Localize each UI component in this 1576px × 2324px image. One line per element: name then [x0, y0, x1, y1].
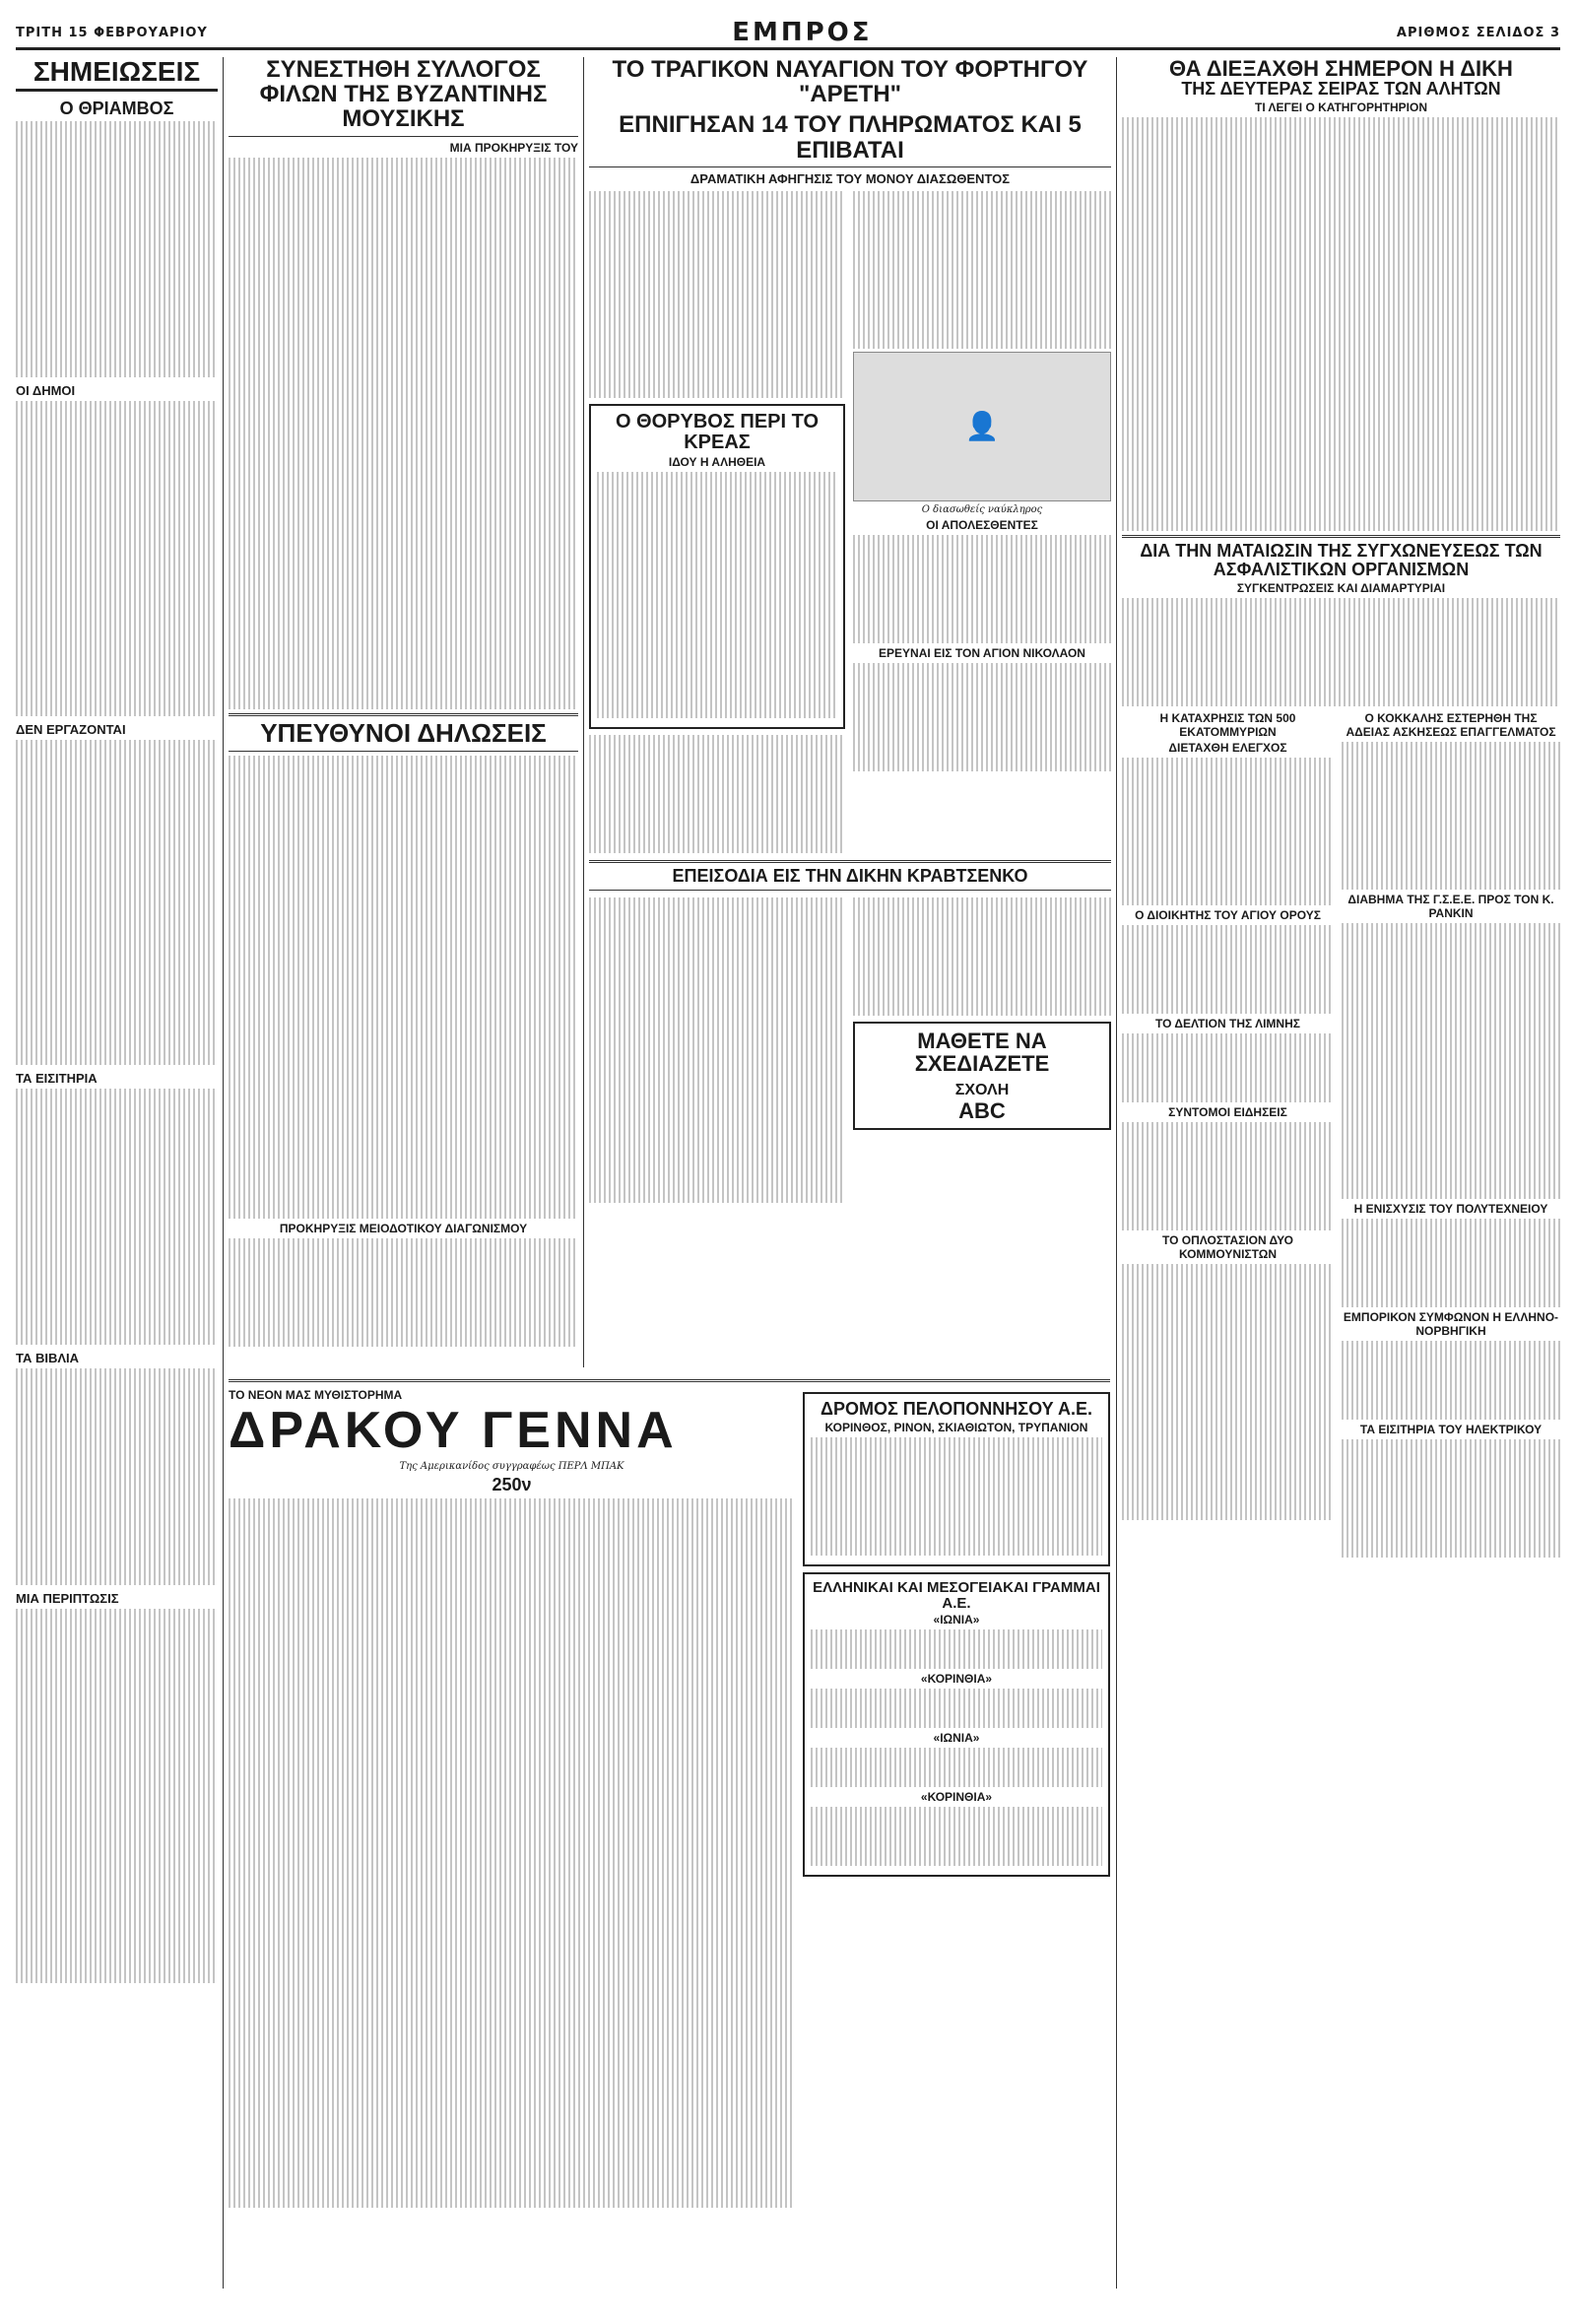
athos-title: Ο ΔΙΟΙΚΗΤΗΣ ΤΟΥ ΑΓΙΟΥ ΟΡΟΥΣ	[1135, 907, 1321, 922]
notes-item-title: ΜΙΑ ΠΕΡΙΠΤΩΣΙΣ	[16, 1591, 119, 1607]
text-block	[1122, 1033, 1334, 1102]
text-block	[16, 401, 218, 716]
music-column	[229, 57, 578, 1367]
text-block	[1342, 742, 1560, 890]
merge-subtitle: ΣΥΓΚΕΝΤΡΩΣΕΙΣ ΚΑΙ ΔΙΑΜΑΡΤΥΡΙΑΙ	[1236, 580, 1446, 595]
text-block	[229, 1238, 578, 1347]
text-block	[853, 663, 1111, 771]
survivor-photo: 👤	[853, 352, 1111, 501]
news-title: ΣΥΝΤΟΜΟΙ ΕΙΔΗΣΕΙΣ	[1168, 1104, 1287, 1119]
kokkalis-title: Ο ΚΟΚΚΑΛΗΣ ΕΣΤΕΡΗΘΗ ΤΗΣ ΑΔΕΙΑΣ ΑΣΚΗΣΕΩΣ ΕΠΑΓΓΕΛΜΑΤΟΣ	[1346, 710, 1556, 739]
text-block	[1342, 1341, 1560, 1420]
text-block	[16, 740, 218, 1065]
search-title: ΕΡΕΥΝΑΙ ΕΙΣ ΤΟΝ ΑΓΙΟΝ ΝΙΚΟΛΑΟΝ	[879, 645, 1085, 660]
text-block	[853, 191, 1111, 349]
ship-name: «ΚΟΡΙΝΘΙΑ»	[920, 1790, 993, 1805]
shipwreck-subhead: ΔΡΑΜΑΤΙΚΗ ΑΦΗΓΗΣΙΣ ΤΟΥ ΜΟΝΟΥ ΔΙΑΣΩΘΕΝΤΟΣ	[690, 170, 1011, 186]
text-block	[1342, 1439, 1560, 1558]
school-ad	[853, 1022, 1111, 1130]
missing-title: ΟΙ ΑΠΟΛΕΣΘΕΝΤΕΣ	[926, 517, 1038, 532]
text-block	[1342, 923, 1560, 1199]
text-block	[1122, 1122, 1334, 1230]
school-label: ΣΧΟΛΗ	[954, 1081, 1010, 1098]
notes-item-title: Ο ΘΡΙΑΜΒΟΣ	[59, 99, 174, 119]
notes-section-title: ΣΗΜΕΙΩΣΕΙΣ	[16, 57, 218, 92]
text-block	[229, 158, 578, 709]
serial-episode: 250ν	[492, 1474, 532, 1494]
serial-label: ΤΟ ΝΕΟΝ ΜΑΣ ΜΥΘΙΣΤΟΡΗΜΑ	[229, 1388, 403, 1402]
rankin-title: ΔΙΑΒΗΜΑ ΤΗΣ Γ.Σ.Ε.Ε. ΠΡΟΣ ΤΟΝ Κ. ΡΑΝΚΙΝ	[1347, 892, 1554, 920]
column-divider	[1116, 57, 1117, 2289]
notes-column	[16, 57, 218, 2289]
lower-middle	[229, 1375, 1110, 2289]
ship-name: «ΙΩΝΙΑ»	[933, 1731, 980, 1746]
notes-item-title: ΟΙ ΔΗΜΟΙ	[16, 383, 76, 399]
race-ad-places: ΚΟΡΙΝΘΟΣ, ΡΙΝΟΝ, ΣΚΙΑΘΙΩΤΟΝ, ΤΡΥΠΑΝΙΟΝ	[824, 1420, 1088, 1434]
meat-subtitle: ΙΔΟΥ Η ΑΛΗΘΕΙΑ	[668, 454, 766, 469]
text-block	[1122, 758, 1334, 905]
text-block	[853, 535, 1111, 643]
text-block	[589, 897, 845, 1203]
shipping-company: ΕΛΛΗΝΙΚΑΙ ΚΑΙ ΜΕΣΟΓΕΙΑΚΑΙ ΓΡΑΜΜΑΙ Α.Ε.	[813, 1578, 1100, 1612]
notes-item-title: ΤΑ ΕΙΣΙΤΗΡΙΑ	[16, 1071, 98, 1087]
notice-title: ΠΡΟΚΗΡΥΞΙΣ ΜΕΙΟΔΟΤΙΚΟΥ ΔΙΑΓΩΝΙΣΜΟΥ	[279, 1221, 528, 1235]
text-block	[589, 735, 845, 853]
trial-headline-1: ΘΑ ΔΙΕΞΑΧΘΗ ΣΗΜΕΡΟΝ Η ΔΙΚΗ	[1169, 57, 1513, 81]
photo-caption: Ο διασωθείς ναύκληρος	[921, 503, 1043, 515]
text-block	[1122, 1264, 1334, 1520]
text-block	[16, 1089, 218, 1345]
trial-subhead: ΤΙ ΛΕΓΕΙ Ο ΚΑΤΗΓΟΡΗΤΗΡΙΟΝ	[1255, 100, 1427, 114]
text-block	[853, 897, 1111, 1016]
school-ad-title: ΜΑΘΕΤΕ ΝΑ ΣΧΕΔΙΑΖΕΤΕ	[914, 1028, 1050, 1076]
tickets-title: ΤΑ ΕΙΣΙΤΗΡΙΑ ΤΟΥ ΗΛΕΚΤΡΙΚΟΥ	[1359, 1422, 1543, 1436]
newspaper-page	[16, 18, 1560, 2289]
music-headline: ΣΥΝΕΣΤΗΘΗ ΣΥΛΛΟΓΟΣ ΦΙΛΩΝ ΤΗΣ ΒΥΖΑΝΤΙΝΗΣ ΜΟΥΣΙΚΗΣ	[259, 57, 548, 133]
text-block	[811, 1629, 1102, 1669]
text-block	[16, 1368, 218, 1585]
meat-title: Ο ΘΟΡΥΒΟΣ ΠΕΡΙ ΤΟ ΚΡΕΑΣ	[615, 410, 820, 453]
ship-name: «ΚΟΡΙΝΘΙΑ»	[920, 1672, 993, 1687]
shipwreck-column	[589, 57, 1111, 1367]
text-block	[1122, 117, 1560, 531]
text-block	[1122, 598, 1560, 706]
merge-title: ΔΙΑ ΤΗΝ ΜΑΤΑΙΩΣΙΝ ΤΗΣ ΣΥΓΧΩΝΕΥΣΕΩΣ ΤΩΝ ΑΣΦΑΛΙΣΤΙΚΩΝ ΟΡΓΑΝΙΣΜΩΝ	[1140, 540, 1543, 579]
page-line: ΑΡΙΘΜΟΣ ΣΕΛΙΔΟΣ 3	[1396, 25, 1560, 40]
shipwreck-headline-1: ΤΟ ΤΡΑΓΙΚΟΝ ΝΑΥΑΓΙΟΝ ΤΟΥ ΦΟΡΤΗΓΟΥ "ΑΡΕΤΗ"	[612, 57, 1088, 108]
ship-name: «ΙΩΝΙΑ»	[933, 1613, 980, 1627]
text-block	[811, 1748, 1102, 1787]
serial-title: ΔΡΑΚΟΥ ΓΕΝΝΑ	[229, 1402, 678, 1459]
text-block	[16, 1609, 218, 1983]
school-name: ABC	[958, 1097, 1006, 1123]
trial-column	[1122, 57, 1560, 2289]
music-subhead: ΜΙΑ ΠΡΟΚΗΡΥΞΙΣ ΤΟΥ	[449, 140, 578, 155]
text-block	[811, 1437, 1102, 1556]
shipwreck-headline-2: ΕΠΝΙΓΗΣΑΝ 14 ΤΟΥ ΠΛΗΡΩΜΑΤΟΣ ΚΑΙ 5 ΕΠΙΒΑΤΑΙ	[619, 111, 1082, 164]
serial-author: Της Αμερικανίδος συγγραφέως ΠΕΡΛ ΜΠΑΚ	[399, 1460, 624, 1472]
shipping-ad	[803, 1572, 1110, 1878]
port-title: ΤΟ ΔΕΛΤΙΟΝ ΤΗΣ ΛΙΜΝΗΣ	[1155, 1016, 1300, 1030]
arms-title: ΤΟ ΟΠΛΟΣΤΑΣΙΟΝ ΔΥΟ ΚΟΜΜΟΥΝΙΣΤΩΝ	[1162, 1232, 1293, 1261]
text-block	[811, 1807, 1102, 1866]
race-ad-title: ΔΡΟΜΟΣ ΠΕΛΟΠΟΝΝΗΣΟΥ Α.Ε.	[821, 1399, 1092, 1419]
trial-title: ΕΠΕΙΣΟΔΙΑ ΕΙΣ ΤΗΝ ΔΙΚΗΝ ΚΡΑΒΤΣΕΝΚΟ	[672, 865, 1028, 886]
poly-title: Η ΕΝΙΣΧΥΣΙΣ ΤΟΥ ΠΟΛΥΤΕΧΝΕΙΟΥ	[1353, 1201, 1548, 1216]
norway-title: ΕΜΠΟΡΙΚΟΝ ΣΥΜΦΩΝΟΝ Η ΕΛΛΗΝΟ-ΝΟΡΒΗΓΙΚΗ	[1343, 1309, 1559, 1338]
audit-title: Η ΚΑΤΑΧΡΗΣΙΣ ΤΩΝ 500 ΕΚΑΤΟΜΜΥΡΙΩΝ	[1159, 710, 1296, 739]
paper-name: ΕΜΠΡΟΣ	[732, 18, 873, 47]
text-block	[1122, 925, 1334, 1014]
column-divider	[583, 57, 584, 1367]
meat-box	[589, 404, 845, 729]
notes-item-title: ΔΕΝ ΕΡΓΑΖΟΝΤΑΙ	[16, 722, 126, 738]
text-block	[229, 1498, 795, 2208]
text-block	[16, 121, 218, 377]
text-block	[1342, 1219, 1560, 1307]
declarations-title: ΥΠΕΥΘΥΝΟΙ ΔΗΛΩΣΕΙΣ	[260, 717, 547, 748]
masthead	[16, 18, 1560, 50]
trial-headline-2: ΤΗΣ ΔΕΥΤΕΡΑΣ ΣΕΙΡΑΣ ΤΩΝ ΑΛΗΤΩΝ	[1181, 79, 1501, 100]
date-line: ΤΡΙΤΗ 15 ΦΕΒΡΟΥΑΡΙΟΥ	[16, 25, 208, 40]
text-block	[589, 191, 845, 398]
text-block	[229, 756, 578, 1219]
text-block	[597, 472, 837, 718]
race-ad	[803, 1392, 1110, 1566]
column-divider	[223, 57, 224, 2289]
text-block	[811, 1689, 1102, 1728]
notes-item-title: ΤΑ ΒΙΒΛΙΑ	[16, 1351, 80, 1366]
audit-subtitle: ΔΙΕΤΑΧΘΗ ΕΛΕΓΧΟΣ	[1168, 740, 1287, 755]
